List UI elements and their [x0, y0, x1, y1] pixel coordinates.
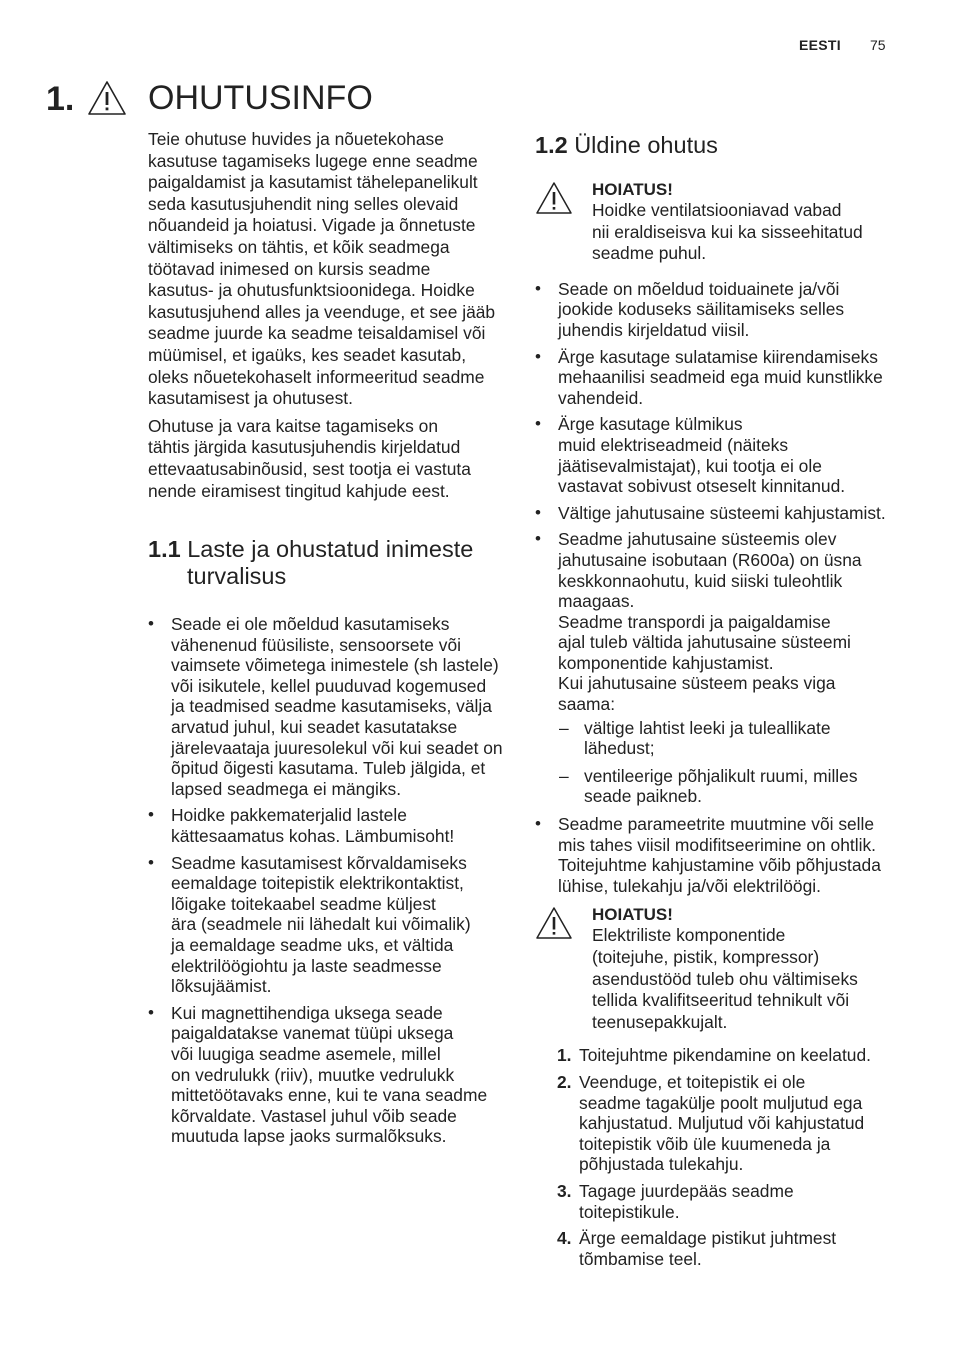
numbered-item: 4. Ärge eemaldage pistikut juhtmest tõmbamise teel.	[557, 1228, 837, 1269]
warning-triangle-icon	[87, 80, 127, 121]
chapter-title: OHUTUSINFO	[148, 79, 373, 117]
warning-title: HOIATUS!	[592, 905, 673, 925]
list-item: • Ärge kasutage sulatamise kiirendamiseks mehaanilisi seadmeid ega muid kunstlikke vahendeid.	[535, 347, 895, 409]
section-title: Laste ja ohustatud inimeste	[187, 536, 474, 563]
list-item: • Seadme parameetrite muutmine või selle mis tahes viisil modifitseerimine on ohtlik. Toitejuhtme kahjustamine võib põhjustada lühise, tulekahju ja/või elektrilöögi.	[535, 814, 895, 896]
electrical-numbered-list	[535, 1045, 895, 1269]
child-safety-list	[148, 614, 508, 1147]
numbered-item: 3. Tagage juurdepääs seadme toitepistikule.	[557, 1180, 794, 1222]
section-title-continued: turvalisus	[187, 563, 287, 590]
list-item: • Seade on mõeldud toiduainete ja/või jookide koduseks säilitamiseks selles juhendis kirjeldatud viisil.	[535, 279, 895, 341]
section-number: 1.2	[535, 132, 568, 158]
list-item: • Hoidke pakkematerjalid lastele kättesaamatus kohas. Lämbumisoht!	[148, 805, 508, 846]
section-1-1-heading	[148, 536, 508, 590]
warning-text: Hoidke ventilatsiooniavad vabad nii eraldiseisva kui ka sisseehitatud seadme puhul.	[592, 200, 863, 264]
list-item: • Seadme kasutamisest kõrvaldamiseks eemaldage toitepistik elektrikontaktist, lõigake toitekaabel seadme küljest ära (seadmele nii lähedalt kui võimalik) ja eemaldage seadme uks, et vältida elektrilöögiohtu ja laste seadmesse lõksujäämist.	[148, 853, 508, 997]
general-safety-list	[535, 279, 895, 897]
warning-title: HOIATUS!	[592, 180, 673, 199]
numbered-item: 1. Toitejuhtme pikendamine on keelatud.	[557, 1045, 871, 1066]
chapter-number: 1.	[46, 80, 75, 118]
list-item: • Seadme jahutusaine süsteemis olev jahutusaine isobutaan (R600a) on üsna keskkonnaohutu, kuid siiski tuleohtlik maagaas. Seadme transpordi ja paigaldamise ajal tuleb vältida jahutusaine süsteemi komponentide kahjustamist. Kui jahutusaine süsteem peaks viga saama: – vältige lahtist leeki ja tuleallikate lähedust; – ventileerige põhjalikult ruumi, milles seade paikneb.	[535, 529, 895, 807]
list-item: • Kui magnettihendiga uksega seade paigaldatakse vanemat tüüpi uksega või luugiga seadme asemele, millel on vedrulukk (riiv), muutke vedrulukk mittetöötavaks enne, kui te vana seadme kõrvaldate. Vastasel juhul võib seade muutuda lapse jaoks surmalõksuks.	[148, 1003, 508, 1147]
sublist-item: – ventileerige põhjalikult ruumi, milles seade paikneb.	[559, 765, 858, 807]
list-item: • Seade ei ole mõeldud kasutamiseks vähenenud füüsiliste, sensoorsete või vaimsete võimetega inimestele (sh lastele) või isikutele, kellel puuduvad kogemused ja teadmised seadme kasutamiseks, välja arvatud juhul, kui seadet kasutatakse järelevaataja juuresolekul või kui seadet on õpitud õigesti kasutama. Tuleb jälgida, et lapsed seadmega ei mängiks.	[148, 614, 508, 799]
warning-box-2	[535, 904, 895, 1033]
left-column	[148, 129, 508, 1153]
numbered-item: 2. Veenduge, et toitepistik ei ole seadme tagakülje poolt muljutud ega kahjustatud. Muljutud või kahjustatud toitepistik võib üle kuumeneda ja põhjustada tulekahju.	[557, 1071, 865, 1175]
warning-text: Elektriliste komponentide (toitejuhe, pistik, kompressor) asendustööd tuleb ohu vältimiseks tellida kvalifitseeritud tehnikult või teenusepakkujalt.	[592, 925, 858, 1032]
section-number: 1.1	[148, 536, 181, 563]
warning-box-1	[535, 179, 895, 265]
right-column	[535, 129, 895, 1275]
section-title: Üldine ohutus	[574, 132, 718, 158]
section-1-2-heading	[535, 132, 895, 159]
warning-triangle-icon	[535, 906, 573, 945]
intro-paragraph-1: Teie ohutuse huvides ja nõuetekohase kasutuse tagamiseks lugege enne seadme paigaldamist ja kasutamist tähelepanelikult seda kasutusjuhendit ning selles olevaid nõuandeid ja hoiatusi. Vigade ja õnnetuste vältimiseks on tähtis, et kõik seadmega töötavad inimesed on kursis seadme kasutus- ja ohutusfunktsioonidega. Hoidke kasutusjuhend alles ja veenduge, et see jääb seadme juurde ka seadme teisaldamisel või müümisel, et igaüks, kes seadet kasutab, oleks nõuetekohaselt informeeritud seadme kasutamisest ja ohutusest.	[148, 129, 496, 409]
header-language: EESTI	[799, 37, 841, 53]
intro-paragraph-2: Ohutuse ja vara kaitse tagamiseks on tähtis järgida kasutusjuhendis kirjeldatud ettevaatusabinõusid, sest tootja ei vastuta nende eiramisest tingitud kahjude eest.	[148, 415, 471, 501]
sublist-item: – vältige lahtist leeki ja tuleallikate lähedust;	[559, 717, 831, 759]
warning-triangle-icon	[535, 181, 573, 220]
refrigerant-damage-sublist	[558, 718, 895, 807]
page-number: 75	[870, 37, 886, 53]
list-item: • Ärge kasutage külmikus muid elektriseadmeid (näiteks jäätisevalmistajat), kui tootja ei ole vastavat sobivust otseselt kinnitanud.	[535, 414, 895, 496]
list-item: • Vältige jahutusaine süsteemi kahjustamist.	[535, 503, 895, 524]
